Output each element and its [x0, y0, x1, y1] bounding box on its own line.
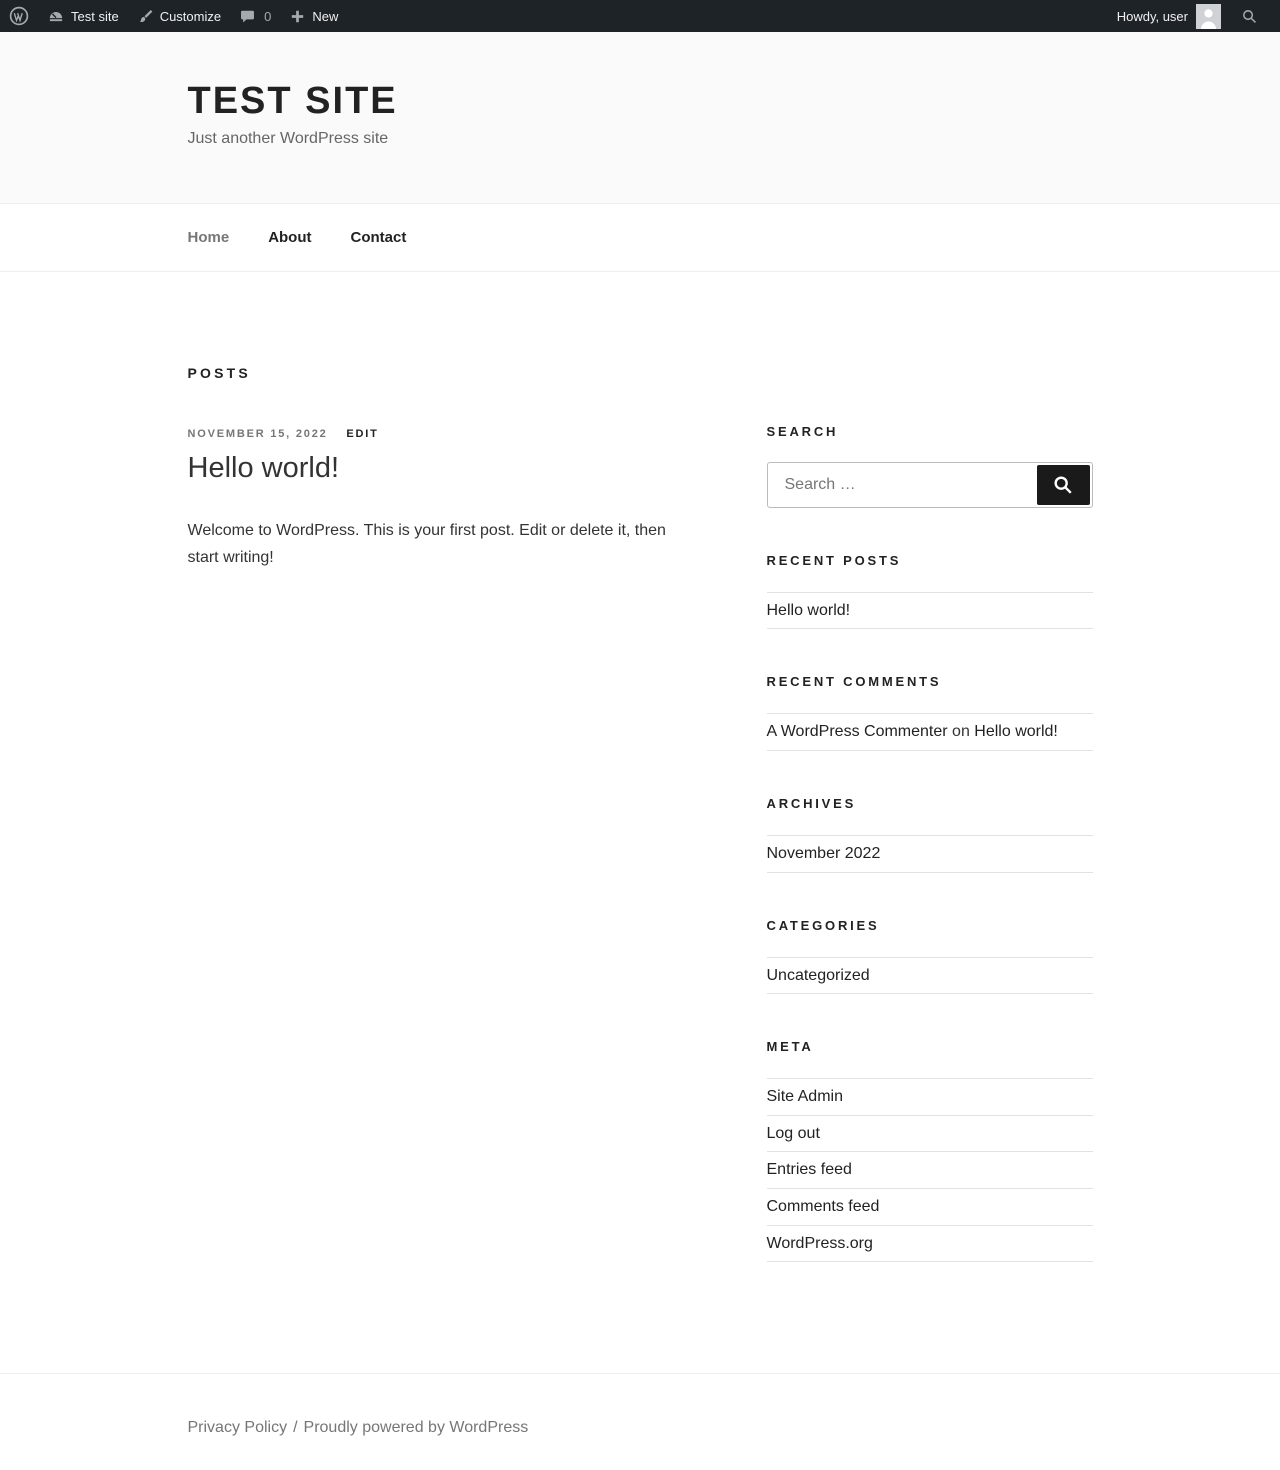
admin-bar-comments[interactable] [230, 0, 280, 32]
search-submit-button[interactable] [1037, 465, 1090, 505]
dashboard-gauge-icon [47, 7, 65, 25]
post-meta [188, 428, 688, 441]
comment-connector: on [947, 723, 975, 741]
comment-post-link[interactable]: Hello world! [974, 723, 1058, 741]
list-item [767, 593, 1093, 630]
recent-comments-widget [767, 675, 1093, 751]
nav-item-home[interactable]: Home [187, 228, 230, 246]
sidebar [767, 425, 1093, 1262]
content-area [188, 272, 1093, 1262]
page-title: POSTS [187, 364, 251, 381]
log-out-link[interactable]: Log out [766, 1124, 820, 1142]
meta-title: META [766, 1039, 814, 1055]
list-item [767, 714, 1093, 751]
admin-bar-customize-label: Customize [159, 8, 222, 24]
admin-bar [0, 0, 1280, 32]
admin-bar-site-name-label: Test site [71, 8, 119, 24]
recent-comments-title: RECENT COMMENTS [766, 674, 942, 690]
privacy-policy-link[interactable]: Privacy Policy [187, 1419, 288, 1437]
search-widget-title: SEARCH [766, 423, 839, 439]
admin-bar-new-label: New [312, 8, 339, 24]
search-icon [1052, 474, 1074, 496]
list-item [767, 1189, 1093, 1226]
site-admin-link[interactable]: Site Admin [766, 1088, 843, 1106]
admin-bar-my-account[interactable] [1109, 4, 1229, 29]
nav-item-contact[interactable]: Contact [350, 228, 407, 246]
main-column [188, 365, 688, 1262]
categories-widget [767, 919, 1093, 995]
post-article [188, 428, 688, 572]
recent-posts-widget [767, 554, 1093, 630]
user-avatar [1196, 4, 1221, 29]
list-item [767, 1152, 1093, 1189]
recent-post-link[interactable]: Hello world! [766, 601, 851, 619]
site-title[interactable]: TEST SITE [187, 80, 398, 122]
category-link[interactable]: Uncategorized [766, 966, 870, 984]
meta-widget [767, 1040, 1093, 1262]
comment-bubble-icon [239, 8, 256, 25]
site-tagline: Just another WordPress site [187, 129, 389, 147]
list-item [767, 1226, 1093, 1263]
footer-separator: / [293, 1419, 298, 1437]
post-title-link[interactable]: Hello world! [187, 452, 339, 485]
admin-bar-site-name[interactable] [38, 0, 128, 32]
categories-title: CATEGORIES [766, 917, 880, 933]
site-footer [0, 1373, 1280, 1470]
list-item [767, 958, 1093, 995]
search-widget [767, 425, 1093, 508]
plus-icon [289, 8, 306, 25]
primary-navigation [0, 203, 1280, 272]
comment-author-link[interactable]: A WordPress Commenter [766, 723, 948, 741]
entries-feed-link[interactable]: Entries feed [766, 1161, 852, 1179]
wordpress-menu-button[interactable] [0, 0, 38, 32]
post-edit-link[interactable]: EDIT [346, 427, 379, 440]
comment-count: 0 [264, 8, 272, 24]
wordpress-org-link[interactable]: WordPress.org [766, 1234, 873, 1252]
nav-item-about[interactable]: About [268, 228, 312, 246]
list-item [767, 1116, 1093, 1153]
archives-widget [767, 797, 1093, 873]
admin-bar-customize[interactable] [128, 0, 230, 32]
howdy-label: Howdy, user [1116, 8, 1188, 24]
admin-bar-new-button[interactable] [280, 0, 347, 32]
post-body: Welcome to WordPress. This is your first post. Edit or delete it, then start writing! [187, 521, 666, 567]
archive-link[interactable]: November 2022 [766, 844, 881, 862]
comments-feed-link[interactable]: Comments feed [766, 1197, 880, 1215]
powered-by-link[interactable]: Proudly powered by WordPress [303, 1419, 529, 1437]
recent-posts-title: RECENT POSTS [766, 552, 902, 568]
site-header [0, 32, 1280, 203]
admin-bar-search-button[interactable] [1229, 0, 1268, 32]
search-icon [1241, 8, 1258, 25]
wordpress-logo-icon [9, 6, 29, 26]
search-form [767, 462, 1093, 508]
list-item [767, 1079, 1093, 1116]
post-date-link[interactable]: NOVEMBER 15, 2022 [187, 427, 328, 440]
archives-title: ARCHIVES [766, 795, 857, 811]
list-item [767, 836, 1093, 873]
admin-bar-right [1109, 0, 1268, 32]
paintbrush-icon [137, 8, 154, 25]
